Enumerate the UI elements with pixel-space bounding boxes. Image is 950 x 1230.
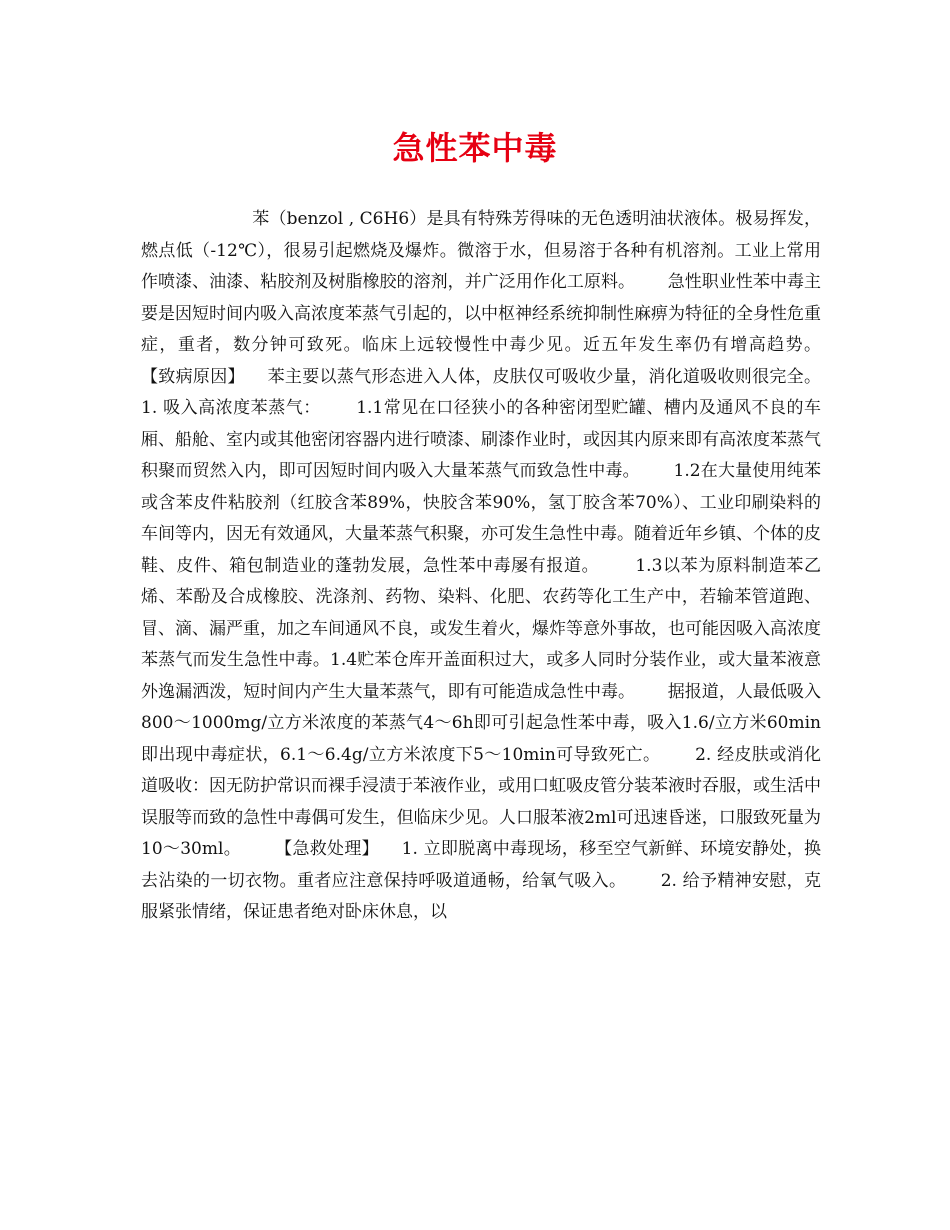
document-title: 急性苯中毒 <box>392 129 558 167</box>
document-body: 苯（benzol , C6H6）是具有特殊芳得味的无色透明油状液体。极易挥发，燃点低（-12℃），很易引起燃烧及爆炸。微溶于水，但易溶于各种有机溶剂。工业上常用作喷漆、油漆、粘胶剂及树脂橡胶的溶剂，并广泛用作化工原料。 急性职业性苯中毒主要是因短时间内吸入高浓度苯蒸气引起的，以中枢神经系统抑制性麻痹为特征的全身性危重症，重者，数分钟可致死。临床上远较慢性中毒少见。近五年发生率仍有增高趋势。 【致病原因】 苯主要以蒸气形态进入人体，皮肤仅可吸收少量，消化道吸收则很完全。 1. 吸入高浓度苯蒸气： 1.1常见在口径狭小的各种密闭型贮罐、槽内及通风不良的车厢、船舱、室内或其他密闭容器内进行喷漆、刷漆作业时，或因其内原来即有高浓度苯蒸气积聚而贸然入内，即可因短时间内吸入大量苯蒸气而致急性中毒。 1.2在大量使用纯苯或含苯皮件粘胶剂（红胶含苯89%，快胶含苯90%，氢丁胶含苯70%）、工业印刷染料的车间等内，因无有效通风，大量苯蒸气积聚，亦可发生急性中毒。随着近年乡镇、个体的皮鞋、皮件、箱包制造业的蓬勃发展，急性苯中毒屡有报道。 1.3以苯为原料制造苯乙烯、苯酚及合成橡胶、洗涤剂、药物、染料、化肥、农药等化工生产中，若输苯管道跑、冒、滴、漏严重，加之车间通风不良，或发生着火，爆炸等意外事故，也可能因吸入高浓度苯蒸气而发生急性中毒。1.4贮苯仓库开盖面积过大，或多人同时分装作业，或大量苯液意外逸漏洒泼，短时间内产生大量苯蒸气，即有可能造成急性中毒。 据报道，人最低吸入800～1000mg/立方米浓度的苯蒸气4～6h即可引起急性苯中毒，吸入1.6/立方米60min即出现中毒症状，6.1～6.4g/立方米浓度下5～10min可导致死亡。 2. 经皮肤或消化道吸收：因无防护常识而裸手浸渍于苯液作业，或用口虹吸皮管分装苯液时吞服，或生活中误服等而致的急性中毒偶可发生，但临床少见。人口服苯液2ml可迅速昏迷，口服致死量为10～30ml。 【急救处理】 1. 立即脱离中毒现场，移至空气新鲜、环境安静处，换去沾染的一切衣物。重者应注意保持呼吸道通畅，给氧气吸入。 2. 给予精神安慰，克服紧张情绪，保证患者绝对卧床休息，以 <box>141 209 854 922</box>
